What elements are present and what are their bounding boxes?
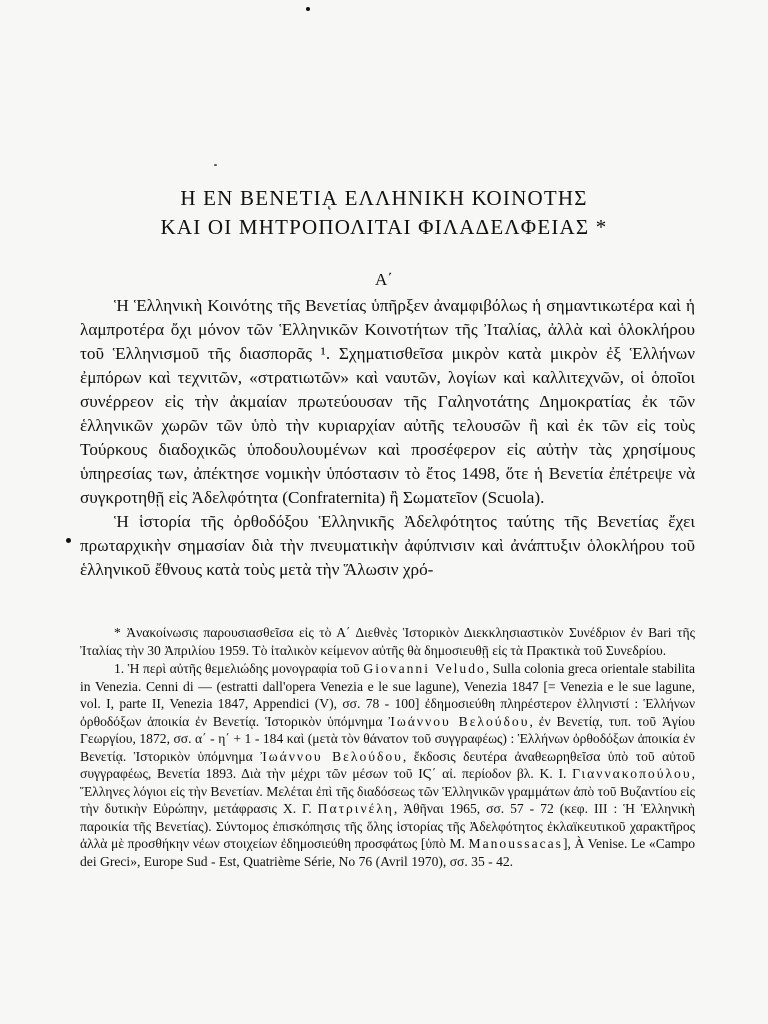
paragraph-1: Ἡ Ἑλληνικὴ Κοινότης τῆς Βενετίας ὑπῆρξεν ἀναμφιβόλως ἡ σημαντικωτέρα καὶ ἡ λαμπροτέρα ὄχι μόνον τῶν Ἑλληνικῶν Κοινοτήτων τῆς Ἰταλίας, ἀλλὰ καὶ ὁλοκλήρου τοῦ Ἑλληνισμοῦ τῆς διασπορᾶς ¹. Σχηματισθεῖσα μικρὸν κατὰ μικρὸν ἐξ Ἑλλήνων ἐμπόρων καὶ τεχνιτῶν, «στρατιωτῶν» καὶ ναυτῶν, λογίων καὶ καλλιτεχνῶν, οἱ ὁποῖοι συνέρρεον εἰς τὴν ἀκμαίαν πρωτεύουσαν τῆς Γαληνοτάτης Δημοκρατίας ἐκ τῶν ἑλληνικῶν χωρῶν τῶν ὑπὸ τὴν κυριαρχίαν αὐτῆς τελουσῶν ἢ καὶ ἐκ τῶν εἰς τοὺς Τούρκους διαδοχικῶς ὑποδουλουμένων καὶ προσέφερον εἰς αὐτὴν τὰς χρησίμους ὑπηρεσίας των, ἀπέκτησε νομικὴν ὑπόστασιν τὸ ἔτος 1498, ὅτε ἡ Βενετία ἐπέτρεψε νὰ συγκροτηθῇ εἰς Ἀδελφότητα (Confraternita) ἢ Σωματεῖον (Scuola). (80, 296, 695, 507)
paragraph-2: Ἡ ἱστορία τῆς ὀρθοδόξου Ἑλληνικῆς Ἀδελφότητος ταύτης τῆς Βενετίας ἔχει πρωταρχικὴν σημασίαν διὰ τὴν πνευματικὴν ἀφύπνισιν καὶ ἀνάπτυξιν ὁλοκλήρου τοῦ ἑλληνικοῦ ἔθνους κατὰ τοὺς μετὰ τὴν Ἅλωσιν χρό- (80, 512, 695, 579)
section-heading: Α΄ (375, 270, 393, 289)
footnote-1-text: , ἐν Βενετίᾳ, τυπ. τοῦ Ἁγίου Γεωργίου, 1872, σσ. α΄ - η΄ + 1 - 184 καὶ (μετὰ τὸν θάνατον τοῦ συγγραφέως) : Ἑλλήνων ὀρθοδόξων ἀποικία ἐν Βενετίᾳ. Ἱστορικὸν ὑπόμνημα (80, 713, 695, 764)
body-text (80, 294, 695, 582)
footnotes (80, 624, 695, 870)
footnote-1-text: ], À Venise. Le «Campo dei Greci», Europe Sud - Est, Quatrième Série, No 76 (Avril 1970), σσ. 35 - 42. (80, 836, 695, 869)
author-name: Πατρινέλη (317, 801, 394, 816)
author-name: Ἰωάννου Βελούδου (388, 713, 530, 729)
footnote-star: * Ἀνακοίνωσις παρουσιασθεῖσα εἰς τὸ Α΄ Διεθνὲς Ἱστορικὸν Διεκκλησιαστικὸν Συνέδριον ἐν Bari τῆς Ἰταλίας τὴν 30 Ἀπριλίου 1959. Τὸ ἰταλικὸν κείμενον αὐτῆς θὰ δημοσιευθῇ εἰς τὰ Πρακτικὰ τοῦ Συνεδρίου. (80, 625, 695, 658)
article-title-line-2: ΚΑΙ ΟΙ ΜΗΤΡΟΠΟΛΙΤΑΙ ΦΙΛΑΔΕΛΦΕΙΑΣ * (160, 215, 608, 239)
author-name: Γιαννακοπούλου (572, 766, 692, 781)
margin-mark (66, 538, 71, 543)
scan-speck (306, 7, 310, 11)
footnote-1-text: , Ἀθῆναι 1965, σσ. 57 - 72 (κεφ. III : Ἡ Ἑλληνικὴ παροικία τῆς Βενετίας). Σύντομος ἐπισκόπησις τῆς ὅλης ἱστορίας τῆς Ἀδελφότητος ἐκλαϊκευτικοῦ χαρακτῆρος ἀλλὰ μὲ προσθήκην νέων στοιχείων ἐδημοσιεύθη προσφάτως [ὑπὸ M. (80, 801, 695, 851)
article-title-line-1: Η ΕΝ ΒΕΝΕΤΙᾼ ΕΛΛΗΝΙΚΗ ΚΟΙΝΟΤΗΣ (180, 186, 588, 210)
author-name: Manoussacas (468, 836, 563, 851)
footnote-1-text: , Sulla colonia greca orientale stabilita in Venezia. Cenni di — (estratti dall'opera Venezia e le sue lagune), Venezia 1847 [= Venezia e le sue lagune, vol. I, parte II, Venezia 1847, Appendici (V), σσ. 78 - 100] ἐδημοσιεύθη πληρέστερον ἑλληνιστί : Ἑλλήνων ὀρθοδόξων ἀποικία ἐν Βενετίᾳ. Ἱστορικὸν ὑπόμνημα (80, 661, 695, 729)
scan-speck (214, 164, 217, 166)
footnote-1-text: , ἔκδοσις δευτέρα ἀναθεωρηθεῖσα ὑπὸ τοῦ αὐτοῦ συγγραφέως, Βενετία 1893. Διὰ τὴν μέχρι τῶν μέσων τοῦ ΙϚ΄ αἰ. περίοδον βλ. Κ. Ι. (80, 748, 695, 781)
footnote-1-text: , Ἕλληνες λόγιοι εἰς τὴν Βενετίαν. Μελέται ἐπὶ τῆς διαδόσεως τῶν Ἑλληνικῶν γραμμάτων ἀπὸ τοῦ Βυζαντίου εἰς τὴν δυτικὴν Εὐρώπην, μετάφρασις Χ. Γ. (80, 766, 695, 816)
footnote-1 (80, 660, 695, 870)
author-name: Giovanni Veludo (363, 661, 486, 676)
author-name: Ἰωάννου Βελούδου (260, 748, 403, 764)
footnote-1-text: 1. Ἡ περὶ αὐτῆς θεμελιώδης μονογραφία τοῦ (114, 661, 360, 676)
